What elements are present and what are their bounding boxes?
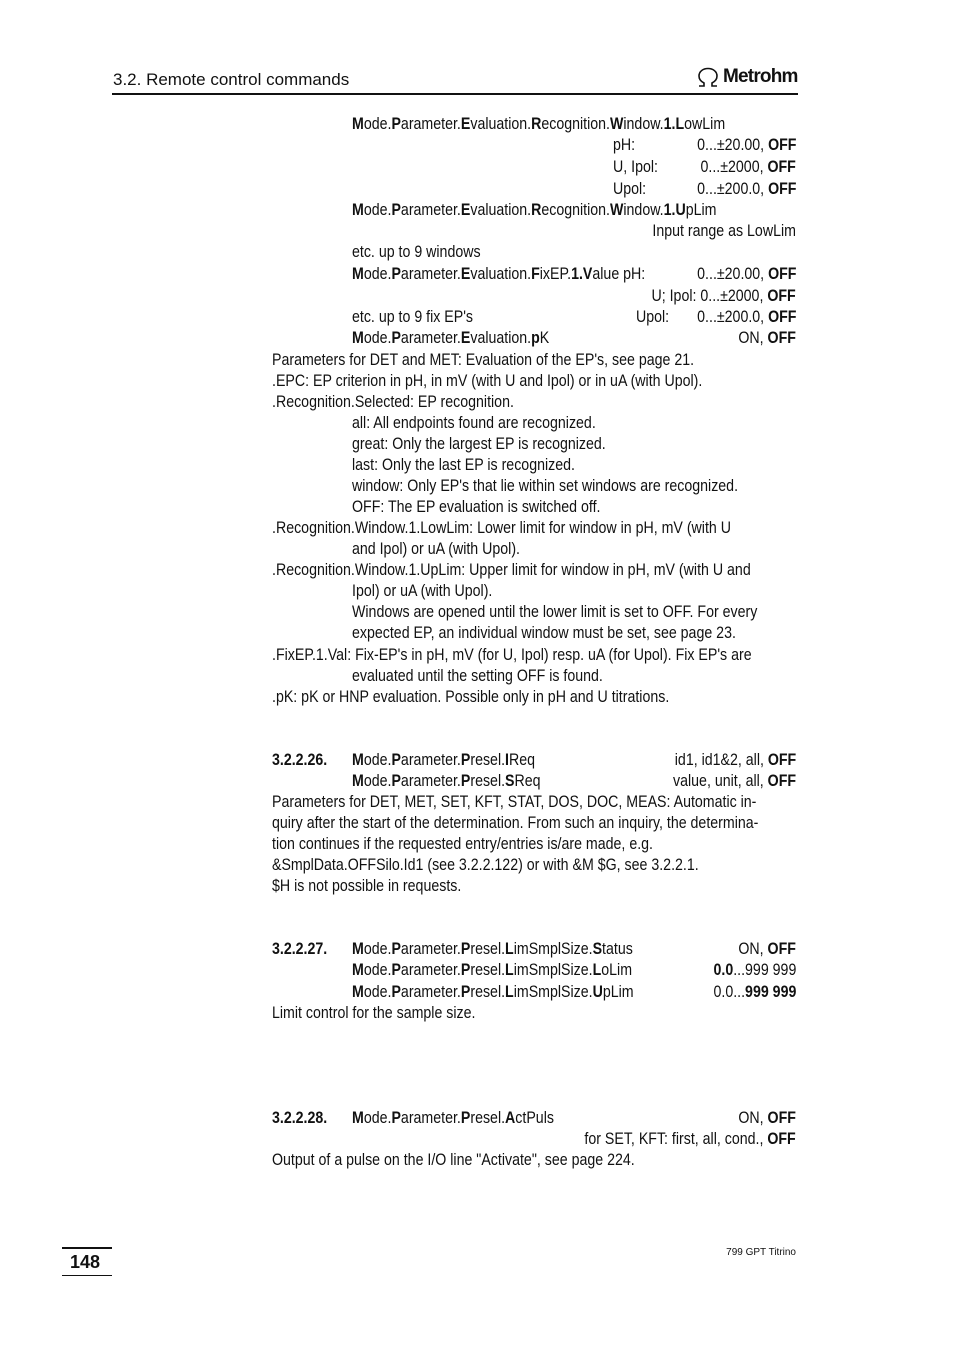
cmd-presel-ireq: Mode.Parameter.Presel.IReq: [352, 751, 536, 769]
cmd-evaluation-pk: Mode.Parameter.Evaluation.pK: [352, 329, 550, 347]
fixep-range-u-ipol: U; Ipol: 0...±2000, OFF: [651, 287, 796, 305]
desc-line: evaluated until the setting OFF is found.: [352, 667, 603, 685]
desc-line: .Recognition.Selected: EP recognition.: [272, 393, 514, 411]
running-header-title: 3.2. Remote control commands: [113, 70, 350, 89]
ireq-values: id1, id1&2, all, OFF: [674, 751, 796, 769]
page-number-underline: [62, 1275, 112, 1276]
desc-line: and Ipol) or uA (with Upol).: [352, 540, 520, 558]
desc-line: Ipol) or uA (with Upol).: [352, 582, 493, 600]
desc-line: .EPC: EP criterion in pH, in mV (with U and Ipol) or in uA (with Upol).: [272, 372, 703, 390]
fixep-label-upol: Upol:: [636, 308, 670, 326]
actpuls-values: ON, OFF: [738, 1109, 796, 1127]
cmd-recognition-uplim: Mode.Parameter.Evaluation.Recognition.Window.1.UpLim: [352, 201, 717, 219]
desc-line: last: Only the last EP is recognized.: [352, 456, 575, 474]
sreq-values: value, unit, all, OFF: [672, 772, 796, 790]
desc-line: quiry after the start of the determination. From such an inquiry, the determina-: [272, 814, 759, 832]
page-number: 148: [70, 1252, 101, 1272]
desc-line: tion continues if the requested entry/entries is/are made, e.g.: [272, 835, 653, 853]
label-ph: pH:: [613, 136, 636, 154]
section-number: 3.2.2.26.: [272, 751, 328, 769]
uplim-range-note: Input range as LowLim: [652, 222, 796, 240]
footer-product-name: 799 GPT Titrino: [726, 1247, 796, 1258]
label-upol: Upol:: [613, 180, 647, 198]
desc-line: .FixEP.1.Val: Fix-EP's in pH, mV (for U, Ipol) resp. uA (for Upol). Fix EP's are: [272, 646, 752, 664]
section-number: 3.2.2.28.: [272, 1109, 328, 1127]
header-rule: [112, 93, 798, 95]
status-values: ON, OFF: [738, 940, 796, 958]
desc-line: great: Only the largest EP is recognized.: [352, 435, 606, 453]
desc-line: OFF: The EP evaluation is switched off.: [352, 498, 601, 516]
range-ph: 0...±20.00, OFF: [696, 136, 796, 154]
cmd-limsmplsize-uplim: Mode.Parameter.Presel.LimSmplSize.UpLim: [352, 983, 634, 1001]
fixep-note: etc. up to 9 fix EP's: [352, 308, 474, 326]
omega-icon: [696, 67, 720, 89]
uplim-values: 0.0...999 999: [713, 983, 796, 1001]
desc-line: .pK: pK or HNP evaluation. Possible only in pH and U titrations.: [272, 688, 670, 706]
logo-wordmark: Metrohm: [723, 66, 798, 87]
pk-range: ON, OFF: [738, 329, 796, 347]
range-upol: 0...±200.0, OFF: [696, 180, 796, 198]
desc-line: Limit control for the sample size.: [272, 1004, 476, 1022]
fixep-range-ph: 0...±20.00, OFF: [696, 265, 796, 283]
desc-line: $H is not possible in requests.: [272, 877, 462, 895]
fixep-range-upol: 0...±200.0, OFF: [696, 308, 796, 326]
cmd-presel-sreq: Mode.Parameter.Presel.SReq: [352, 772, 541, 790]
range-u-ipol: 0...±2000, OFF: [700, 158, 796, 176]
cmd-fixep-value: Mode.Parameter.Evaluation.FixEP.1.Value pH:: [352, 265, 646, 283]
metrohm-logo: [696, 66, 798, 90]
desc-line: &SmplData.OFFSilo.Id1 (see 3.2.2.122) or with &M $G, see 3.2.2.1.: [272, 856, 699, 874]
desc-line: .Recognition.Window.1.LowLim: Lower limit for window in pH, mV (with U: [272, 519, 731, 537]
desc-line: expected EP, an individual window must be set, see page 23.: [352, 624, 736, 642]
lolim-values: 0.0...999 999: [713, 961, 796, 979]
desc-line: all: All endpoints found are recognized.: [352, 414, 596, 432]
section-number: 3.2.2.27.: [272, 940, 328, 958]
desc-line: window: Only EP's that lie within set windows are recognized.: [352, 477, 739, 495]
desc-line: Parameters for DET, MET, SET, KFT, STAT, DOS, DOC, MEAS: Automatic in-: [272, 793, 757, 811]
desc-line: Parameters for DET and MET: Evaluation of the EP's, see page 21.: [272, 351, 695, 369]
desc-line: Windows are opened until the lower limit is set to OFF. For every: [352, 603, 758, 621]
desc-line: .Recognition.Window.1.UpLim: Upper limit for window in pH, mV (with U and: [272, 561, 751, 579]
label-u-ipol: U, Ipol:: [613, 158, 658, 176]
actpuls-set-kft-values: for SET, KFT: first, all, cond., OFF: [584, 1130, 796, 1148]
desc-line: Output of a pulse on the I/O line "Activate", see page 224.: [272, 1151, 635, 1169]
windows-note: etc. up to 9 windows: [352, 243, 481, 261]
cmd-limsmplsize-lolim: Mode.Parameter.Presel.LimSmplSize.LoLim: [352, 961, 633, 979]
cmd-limsmplsize-status: Mode.Parameter.Presel.LimSmplSize.Status: [352, 940, 633, 958]
page-number-rule: [62, 1247, 112, 1249]
cmd-recognition-lowlim: Mode.Parameter.Evaluation.Recognition.Window.1.LowLim: [352, 115, 726, 133]
cmd-presel-actpuls: Mode.Parameter.Presel.ActPuls: [352, 1109, 554, 1127]
